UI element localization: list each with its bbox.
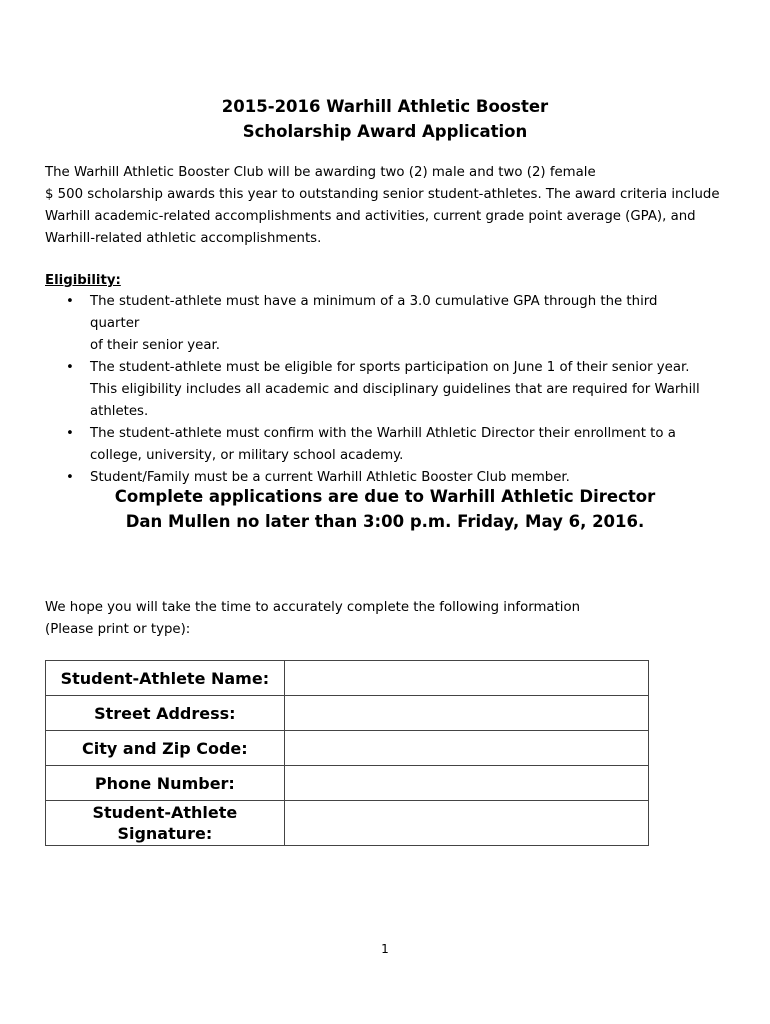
- name-label: Student-Athlete Name:: [46, 661, 285, 696]
- city-zip-field[interactable]: [284, 731, 648, 766]
- list-item-line: The student-athlete must be eligible for sports participation on June 1 of their senior year.: [90, 360, 690, 375]
- name-field[interactable]: [284, 661, 648, 696]
- intro-line-3: Warhill academic-related accomplishments and activities, current grade point average (GPA), and: [45, 209, 696, 224]
- instructions-line-1: We hope you will take the time to accurately complete the following information: [45, 600, 581, 615]
- address-field[interactable]: [284, 696, 648, 731]
- signature-label: [46, 801, 285, 846]
- list-item: [45, 291, 705, 357]
- list-item: [45, 357, 705, 423]
- signature-label-line-2: Signature:: [117, 824, 213, 843]
- list-item-line: athletes.: [90, 404, 149, 419]
- bullet-icon: •: [66, 294, 74, 309]
- table-row: [46, 766, 649, 801]
- list-item-line: The student-athlete must confirm with the Warhill Athletic Director their enrollment to a: [90, 426, 676, 441]
- table-row: [46, 731, 649, 766]
- title-line-2: Scholarship Award Application: [242, 122, 528, 141]
- list-item: [45, 423, 705, 467]
- intro-paragraph: [45, 162, 735, 250]
- deadline-notice: [0, 484, 770, 534]
- instructions-line-2: (Please print or type):: [45, 622, 191, 637]
- intro-line-4: Warhill-related athletic accomplishments.: [45, 231, 322, 246]
- table-row: [46, 661, 649, 696]
- list-item-line: This eligibility includes all academic and disciplinary guidelines that are required for Warhill: [90, 382, 700, 397]
- title-line-1: 2015-2016 Warhill Athletic Booster: [221, 97, 549, 116]
- table-row: [46, 801, 649, 846]
- table-row: [46, 696, 649, 731]
- bullet-icon: •: [66, 360, 74, 375]
- page-number: 1: [381, 942, 389, 956]
- list-item-line: The student-athlete must have a minimum of a 3.0 cumulative GPA through the third quarter: [90, 294, 658, 331]
- eligibility-heading: Eligibility:: [45, 273, 121, 288]
- address-label: Street Address:: [46, 696, 285, 731]
- signature-field[interactable]: [284, 801, 648, 846]
- deadline-line-1: Complete applications are due to Warhill Athletic Director: [114, 487, 656, 506]
- city-zip-label: City and Zip Code:: [46, 731, 285, 766]
- list-item-line: college, university, or military school academy.: [90, 448, 404, 463]
- phone-label: Phone Number:: [46, 766, 285, 801]
- intro-line-2: $ 500 scholarship awards this year to outstanding senior student-athletes. The award criteria include: [45, 187, 720, 202]
- bullet-icon: •: [66, 426, 74, 441]
- deadline-line-2: Dan Mullen no later than 3:00 p.m. Friday, May 6, 2016.: [125, 512, 645, 531]
- instructions-text: [45, 597, 580, 641]
- bullet-icon: •: [66, 470, 74, 485]
- page-title: [0, 94, 770, 144]
- applicant-info-table: [45, 660, 649, 846]
- eligibility-list: [45, 291, 705, 489]
- phone-field[interactable]: [284, 766, 648, 801]
- list-item-line: of their senior year.: [90, 338, 220, 353]
- list-item-line: Student/Family must be a current Warhill Athletic Booster Club member.: [90, 470, 570, 485]
- signature-label-line-1: Student-Athlete: [92, 803, 238, 822]
- intro-line-1: The Warhill Athletic Booster Club will be awarding two (2) male and two (2) female: [45, 165, 596, 180]
